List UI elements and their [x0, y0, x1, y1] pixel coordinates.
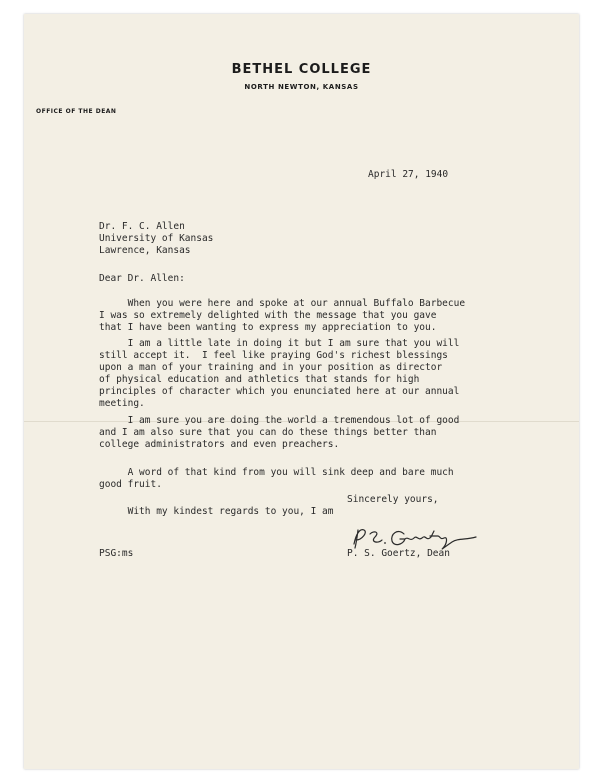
recipient-city: Lawrence, Kansas [99, 245, 191, 256]
recipient-name: Dr. F. C. Allen [99, 221, 185, 232]
signatory-name: P. S. Goertz, Dean [347, 548, 450, 559]
typist-initials: PSG:ms [99, 548, 134, 559]
letter-sheet [24, 14, 579, 769]
recipient-address [99, 221, 213, 257]
recipient-organization: University of Kansas [99, 233, 214, 244]
body-paragraph-2: I am a little late in doing it but I am sure that you will still accept it. I feel like praying God's richest blessings upon a man of your training and in your position as director of physical education and athletics that stands for high principles of character which you enunciated here at our annual meeting. [99, 338, 460, 409]
closing: Sincerely yours, [347, 494, 439, 505]
body-paragraph-3: I am sure you are doing the world a tremendous lot of good and I am also sure that you can do these things better than college administrators and even preachers. [99, 415, 460, 450]
body-paragraph-4: A word of that kind from you will sink deep and bare much good fruit. [99, 467, 454, 490]
letter-date: April 27, 1940 [368, 169, 449, 180]
body-paragraph-5: With my kindest regards to you, I am [99, 506, 334, 517]
salutation: Dear Dr. Allen: [99, 273, 185, 284]
letterhead-office: OFFICE OF THE DEAN [36, 108, 117, 115]
letterhead-location: NORTH NEWTON, KANSAS [244, 83, 359, 91]
body-paragraph-1: When you were here and spoke at our annual Buffalo Barbecue I was so extremely delighted with the message that you gave that I have been wanting to express my appreciation to you. [99, 298, 466, 333]
letterhead-institution: BETHEL COLLEGE [231, 62, 372, 77]
